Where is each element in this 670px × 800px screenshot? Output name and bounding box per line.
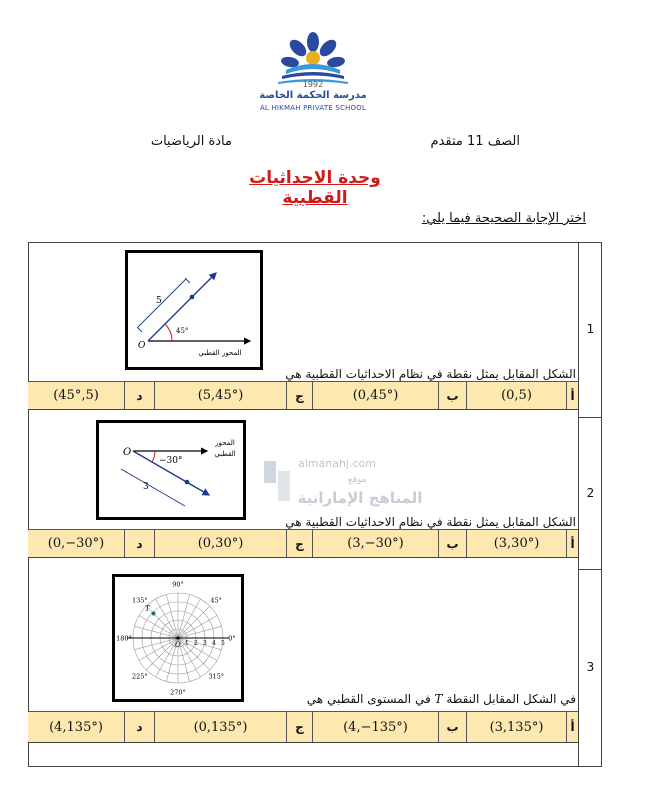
option-c-letter: ج [286, 382, 312, 409]
options-row [28, 381, 578, 410]
watermark-logo-icon [260, 459, 292, 505]
option-b-letter: ب [438, 382, 466, 409]
option-d-value[interactable]: (45°,5) [53, 388, 99, 403]
school-emblem-icon [268, 28, 358, 88]
angle-tick-label: 315° [208, 672, 225, 681]
q3-figure [112, 574, 244, 702]
ring-tick-label: 5 [221, 640, 225, 647]
option-a-letter: أ [566, 530, 578, 557]
ring-tick-label: 1 [185, 640, 189, 647]
grade-label: الصف 11 متقدم [430, 134, 520, 149]
point-t-marker [152, 612, 156, 616]
origin-label: O [123, 447, 132, 458]
option-b-letter: ب [438, 712, 466, 742]
option-a-value[interactable]: (0,5) [466, 382, 566, 409]
option-b-value[interactable]: (3,−30°) [312, 530, 438, 557]
option-c-value[interactable]: (5,45°) [154, 382, 286, 409]
option-d-letter: د [124, 382, 154, 409]
watermark-line2: المناهج الإماراتية [297, 489, 423, 507]
school-logo [268, 28, 358, 128]
radius-label: 3 [143, 482, 149, 492]
q2-figure [96, 420, 246, 520]
options-row [28, 529, 578, 558]
radius-label: 5 [156, 296, 162, 306]
ring-tick-label: 2 [194, 640, 198, 647]
polar-grid-diagram [115, 577, 241, 699]
school-founding-year: 1992 [302, 80, 324, 89]
option-b-value[interactable]: (4,−135°) [312, 712, 438, 742]
option-a-letter: أ [566, 382, 578, 409]
options-row [28, 711, 578, 743]
angle-tick-label: 135° [131, 596, 148, 605]
watermark-line1: موقع [348, 475, 367, 485]
unit-title: وحدة الاحداثيات القطبية [249, 168, 381, 208]
option-d-value[interactable]: (4,135°) [49, 719, 103, 735]
angle-tick-label: 45° [210, 596, 222, 605]
option-a-letter: أ [566, 712, 578, 742]
question-number: 2 [586, 486, 595, 500]
angle-label: 45° [176, 327, 189, 335]
polar-point-diagram [99, 423, 243, 517]
question-text-part1: في الشكل المقابل النقطة [446, 692, 576, 706]
question-number: 3 [586, 660, 595, 674]
option-c-value[interactable]: (0,30°) [154, 530, 286, 557]
question-number: 1 [586, 322, 595, 336]
ring-tick-label: 4 [212, 640, 216, 647]
school-name-english: AL HIKMAH PRIVATE SCHOOL [259, 104, 367, 112]
angle-tick-label: 90° [172, 580, 184, 589]
option-d-value[interactable]: (0,−30°) [47, 536, 105, 551]
subject-label: مادة الرياضيات [150, 134, 232, 149]
angle-label: −30° [159, 456, 183, 466]
polar-point-diagram [128, 253, 260, 367]
option-a-value[interactable]: (3,135°) [466, 712, 566, 742]
option-d-letter: د [124, 530, 154, 557]
watermark-site: almanahj.com [298, 457, 376, 470]
instruction-text: اختر الإجابة الصحيحة فيما يلي: [421, 211, 586, 226]
question-number-cell [578, 570, 602, 767]
point-t-label: T [145, 605, 150, 613]
school-name-arabic: مدرسة الحكمة الخاصة [259, 90, 367, 101]
option-b-letter: ب [438, 530, 466, 557]
question-number-cell [578, 418, 602, 570]
question-variable: T [434, 692, 443, 706]
ring-tick-label: 3 [203, 640, 207, 647]
question-text [307, 692, 576, 706]
option-b-value[interactable]: (0,45°) [312, 382, 438, 409]
origin-label: O [138, 341, 146, 351]
polar-axis-label-line1: المحور [215, 439, 235, 447]
option-c-value[interactable]: (0,135°) [154, 712, 286, 742]
question-text-part2: في المستوى القطبي هي [306, 692, 431, 706]
option-a-value[interactable]: (3,30°) [466, 530, 566, 557]
polar-axis-label-line2: القطبي [214, 450, 236, 458]
q1-figure [125, 250, 263, 370]
option-d-letter: د [124, 712, 154, 742]
angle-tick-label: 0° [228, 634, 236, 643]
option-c-letter: ج [286, 530, 312, 557]
question-text: الشكل المقابل يمثل نقطة في نظام الاحداثيات القطبية هي [285, 515, 576, 529]
option-c-letter: ج [286, 712, 312, 742]
polar-axis-label: المحور القطبي [198, 349, 242, 357]
question-number-cell [578, 242, 602, 418]
angle-tick-label: 225° [131, 672, 148, 681]
origin-label: O [175, 641, 181, 649]
question-text: الشكل المقابل يمثل نقطة في نظام الاحداثيات القطبية هي [285, 367, 576, 381]
angle-tick-label: 270° [170, 688, 186, 697]
angle-tick-label: 180° [116, 634, 132, 643]
